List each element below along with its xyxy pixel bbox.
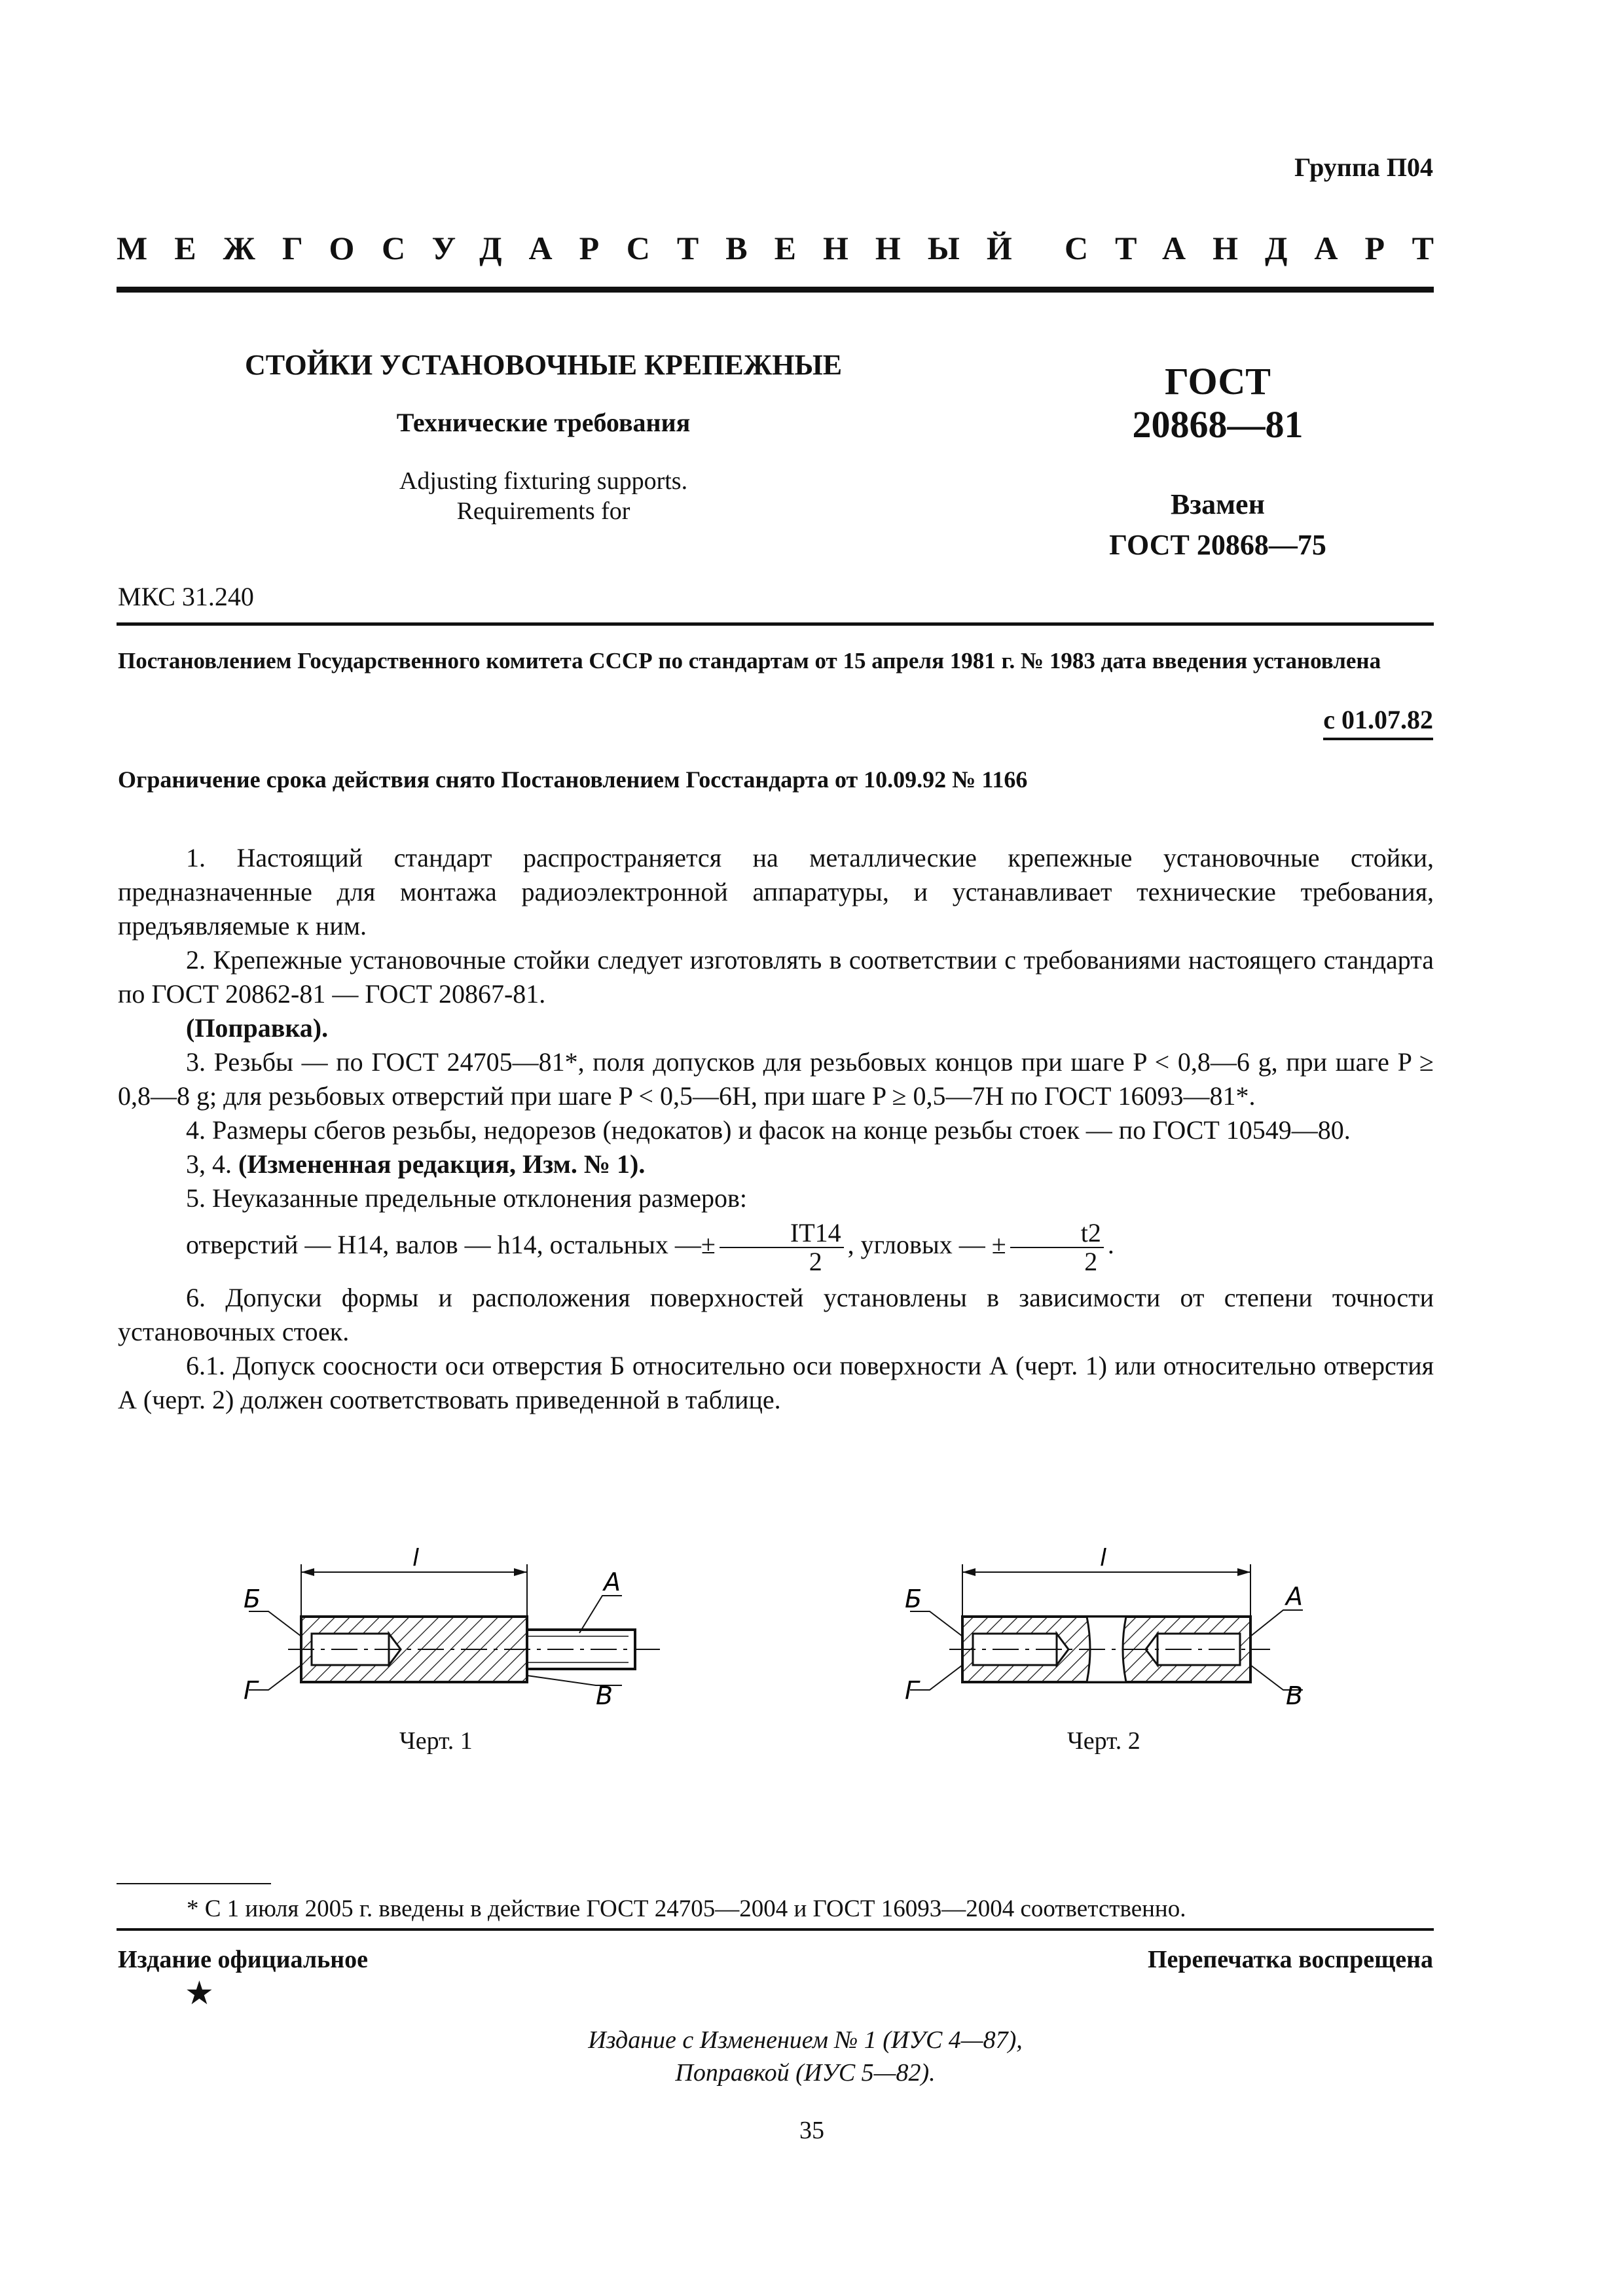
edition-note <box>511 2024 1100 2089</box>
drawing-1 <box>229 1545 674 1715</box>
drawing-2 <box>897 1545 1329 1715</box>
fraction-it14 <box>720 1219 844 1276</box>
fraction-t2 <box>1010 1219 1104 1276</box>
amendment-note: (Измененная редакция, Изм. № 1). <box>238 1149 646 1179</box>
english-title <box>118 466 969 526</box>
paragraph-3-4-note <box>118 1147 1434 1181</box>
gost-number: 20868—81 <box>1132 403 1304 446</box>
banner-word-standard: СТАНДАРТ <box>1065 230 1461 266</box>
drawing-1-label-g: Г <box>244 1676 258 1705</box>
paragraph-3: 3. Резьбы — по ГОСТ 24705—81*, поля допусков для резьбовых концов при шаге P < 0,8—6 g, при шаге P ≥ 0,8—8 g; для резьбовых отверстий при шаге P < 0,5—6H, при шаге P ≥ 0,5—7H по ГОСТ 16093—81*. <box>118 1047 1434 1111</box>
title-rule <box>117 622 1434 626</box>
effective-date: с 01.07.82 <box>1323 704 1433 740</box>
paragraph-3-4-prefix: 3, 4. <box>186 1149 238 1179</box>
document-title: СТОЙКИ УСТАНОВОЧНЫЕ КРЕПЕЖНЫЕ <box>244 349 843 381</box>
drawing-2-caption: Черт. 2 <box>1067 1727 1140 1755</box>
footnote-rule <box>117 1883 271 1884</box>
drawing-1-label-a: А <box>604 1568 621 1596</box>
tolerance-mid: , угловых — ± <box>847 1230 1006 1260</box>
paragraph-5: 5. Неуказанные предельные отклонения размеров: <box>186 1183 747 1213</box>
fraction-t2-den: 2 <box>1084 1247 1098 1276</box>
mks-code: МКС 31.240 <box>118 582 254 611</box>
document-subtitle: Технические требования <box>396 408 691 437</box>
official-edition-label: Издание официальное <box>118 1946 369 1973</box>
replaces-block <box>1034 484 1401 565</box>
drawing-2-label-g: Г <box>905 1676 919 1705</box>
edition-note-line2: Поправкой (ИУС 5—82). <box>675 2059 936 2087</box>
english-title-line1: Adjusting fixturing supports. <box>399 467 688 495</box>
footer-rule <box>117 1928 1434 1931</box>
drawing-2-label-b: Б <box>905 1585 922 1613</box>
body-text <box>118 841 1434 1417</box>
footnote: * С 1 июля 2005 г. введены в действие ГОСТ 24705—2004 и ГОСТ 16093—2004 соответственно. <box>187 1895 1186 1922</box>
drawing-2-dim-label: l <box>1100 1545 1107 1571</box>
replaces-value: ГОСТ 20868—75 <box>1109 529 1326 561</box>
decree-text: Постановлением Государственного комитета СССР по стандартам от 15 апреля 1981 г. № 1983 дата введения установлена <box>118 648 1381 673</box>
gost-label: ГОСТ <box>1165 360 1271 403</box>
english-title-line2: Requirements for <box>456 497 630 525</box>
tolerance-end: . <box>1107 1230 1114 1260</box>
standard-banner <box>117 229 1461 267</box>
header-rule <box>117 287 1434 293</box>
fraction-it14-den: 2 <box>809 1247 822 1276</box>
gost-designation <box>1034 360 1401 446</box>
star-icon: ★ <box>185 1975 214 2011</box>
drawing-2-label-a: А <box>1286 1582 1303 1611</box>
page-number: 35 <box>799 2117 824 2144</box>
replaces-label: Взамен <box>1171 488 1265 520</box>
tolerance-prefix: отверстий — H14, валов — h14, остальных —± <box>186 1230 716 1260</box>
paragraph-2-note: (Поправка). <box>186 1013 329 1043</box>
paragraph-6-1: 6.1. Допуск соосности оси отверстия Б относительно оси поверхности А (черт. 1) или относительно отверстия А (черт. 2) должен соответствовать приведенной в таблице. <box>118 1351 1434 1414</box>
group-label: Группа П04 <box>1294 152 1433 182</box>
limitation-note: Ограничение срока действия снято Постановлением Госстандарта от 10.09.92 № 1166 <box>118 766 1028 793</box>
paragraph-1: 1. Настоящий стандарт распространяется на металлические крепежные установочные стойки, предназначенные для монтажа радиоэлектронной аппаратуры, и устанавливает технические требования, предъявляемые к ним. <box>118 843 1434 941</box>
paragraph-6: 6. Допуски формы и расположения поверхностей установлены в зависимости от степени точности установочных стоек. <box>118 1283 1434 1346</box>
banner-word-interstate: МЕЖГОСУДАРСТВЕННЫЙ <box>117 230 1039 266</box>
tolerance-line <box>118 1219 1434 1276</box>
paragraph-2: 2. Крепежные установочные стойки следует изготовлять в соответствии с требованиями настоящего стандарта по ГОСТ 20862-81 — ГОСТ 20867-81. <box>118 945 1434 1009</box>
edition-note-line1: Издание с Изменением № 1 (ИУС 4—87), <box>588 2026 1023 2054</box>
drawing-1-label-v: В <box>596 1681 613 1710</box>
paragraph-4: 4. Размеры сбегов резьбы, недорезов (недокатов) и фасок на конце резьбы стоек — по ГОСТ 10549—80. <box>186 1115 1351 1145</box>
drawing-1-caption: Черт. 1 <box>399 1727 473 1755</box>
drawing-1-dim-label: l <box>412 1545 420 1571</box>
reprint-prohibited-label: Перепечатка воспрещена <box>1147 1946 1433 1973</box>
fraction-t2-num: t2 <box>1010 1219 1104 1248</box>
fraction-it14-num: IT14 <box>720 1219 844 1248</box>
drawing-2-label-v: В <box>1286 1681 1304 1710</box>
drawing-1-label-b: Б <box>244 1585 261 1613</box>
